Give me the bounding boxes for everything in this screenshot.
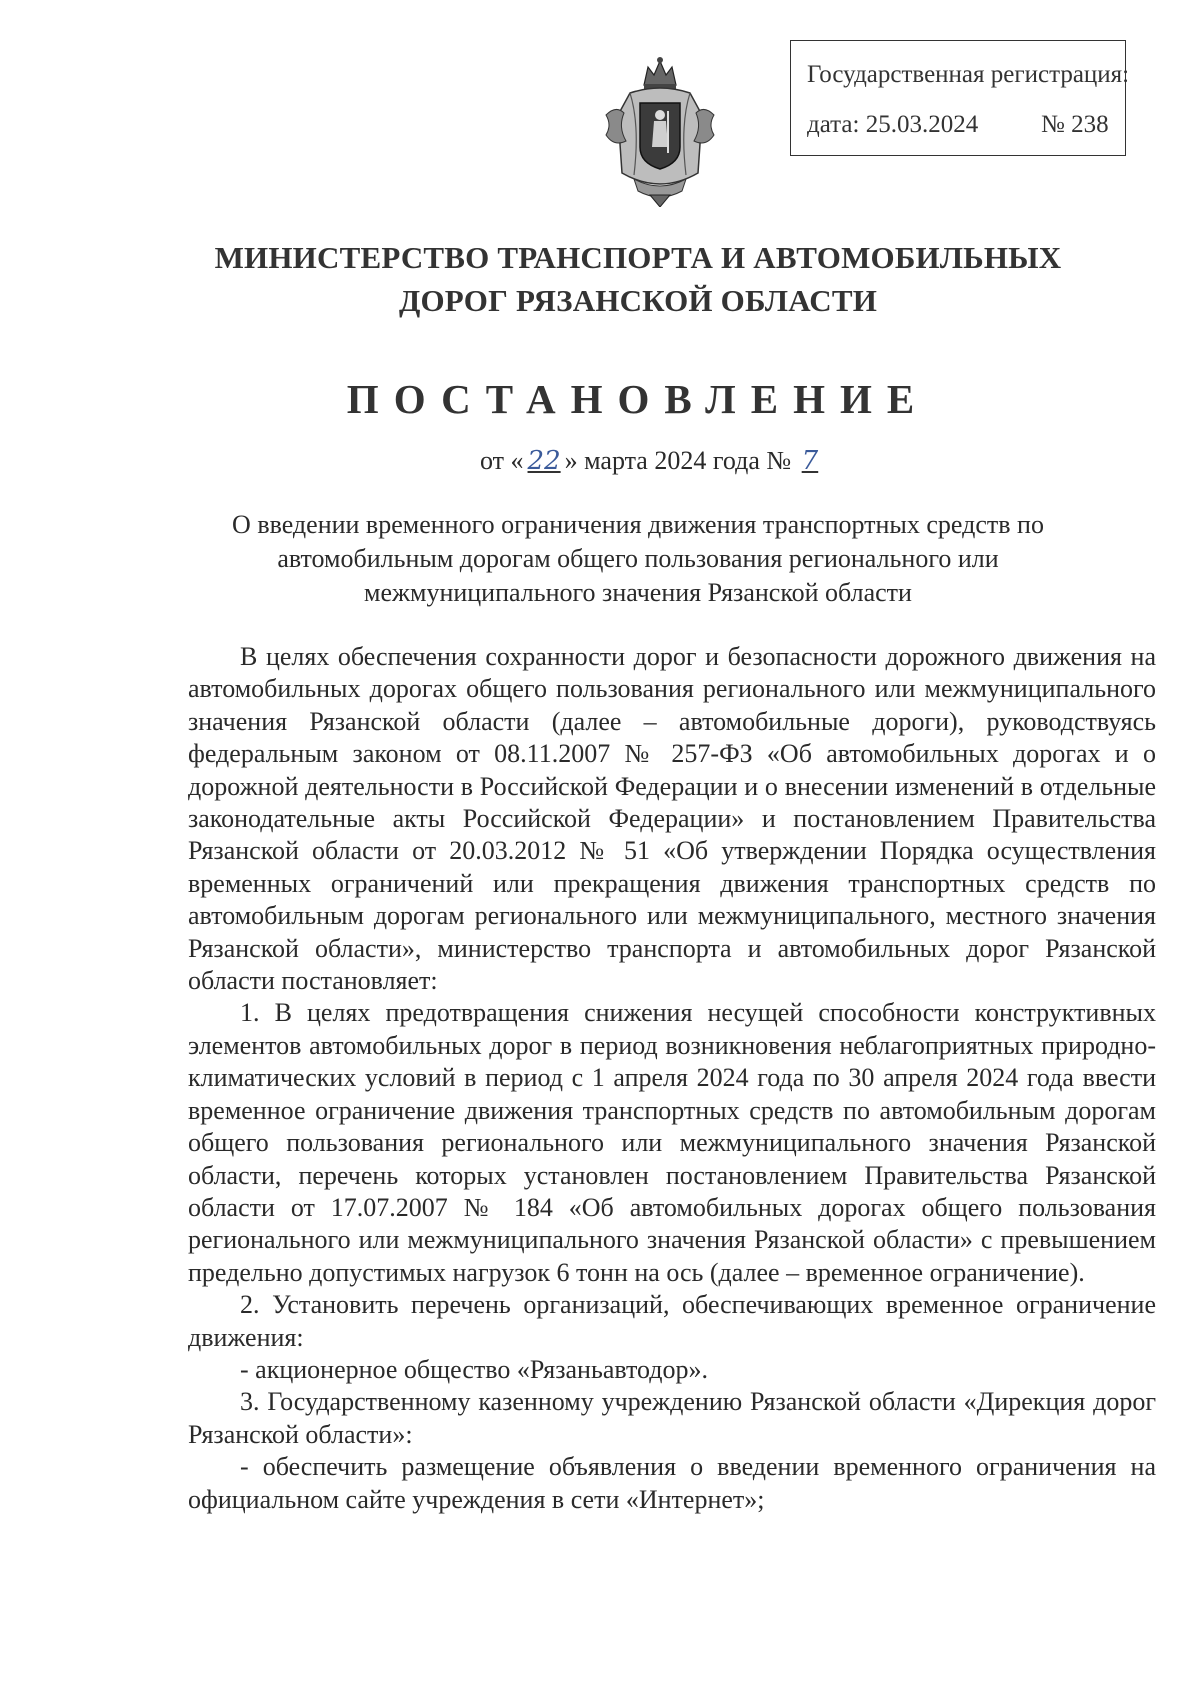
coat-of-arms-emblem [600, 55, 720, 207]
item-3-subitem: - обеспечить размещение объявления о введении временного ограничения на официальном сайте учреждения в сети «Интернет»; [188, 1452, 1156, 1514]
date-prefix: от « [480, 446, 524, 475]
document-body [188, 641, 1156, 1516]
subject-line1: О введении временного ограничения движения транспортных средств по [232, 510, 1044, 539]
subject-line2: автомобильным дорогам общего пользования регионального или [277, 544, 999, 573]
registration-date: дата: 25.03.2024 [807, 111, 979, 138]
document-number-handwritten: 7 [801, 446, 819, 476]
document-date-line [480, 446, 822, 476]
preamble-paragraph: В целях обеспечения сохранности дорог и безопасности дорожного движения на автомобильных дорогах общего пользования регионального или межмуниципального значения Рязанской области (далее – автомобильные дороги), руководствуясь федеральным законом от 08.11.2007 № 257-ФЗ «Об автомобильных дорогах и о дорожной деятельности в Российской Федерации и о внесении изменений в отдельные законодательные акты Российской Федерации» и постановлением Правительства Рязанской области от 20.03.2012 № 51 «Об утверждении Порядка осуществления временных ограничений или прекращения движения транспортных средств по автомобильным дорогам регионального или межмуниципального, местного значения Рязанской области», министерство транспорта и автомобильных дорог Рязанской области постановляет: [188, 642, 1156, 996]
registration-number: № 238 [1041, 111, 1109, 138]
document-title: ПОСТАНОВЛЕНИЕ [346, 376, 930, 422]
state-registration-box [790, 40, 1130, 156]
item-1-paragraph: 1. В целях предотвращения снижения несущей способности конструктивных элементов автомобильных дорог в период возникновения неблагоприятных природно-климатических условий в период с 1 апреля 2024 года по 30 апреля 2024 года ввести временное ограничение движения транспортных средств по автомобильным дорогам общего пользования регионального или межмуниципального значения Рязанской области, перечень которых установлен постановлением Правительства Рязанской области от 17.07.2007 № 184 «Об автомобильных дорогах общего пользования регионального или межмуниципального значения Рязанской области» с превышением предельно допустимых нагрузок 6 тонн на ось (далее – временное ограничение). [188, 998, 1156, 1287]
ministry-name-line2: ДОРОГ РЯЗАНСКОЙ ОБЛАСТИ [398, 283, 878, 318]
item-2-subitem: - акционерное общество «Рязаньавтодор». [240, 1354, 708, 1384]
date-day-handwritten: 22 [527, 446, 561, 476]
item-2-paragraph: 2. Установить перечень организаций, обеспечивающих временное ограничение движения: [188, 1290, 1156, 1352]
ministry-name-line1: МИНИСТЕРСТВО ТРАНСПОРТА И АВТОМОБИЛЬНЫХ [214, 240, 1062, 275]
subject-line3: межмуниципального значения Рязанской области [364, 578, 912, 607]
registration-title: Государственная регистрация: [807, 61, 1130, 88]
item-3-paragraph: 3. Государственному казенному учреждению Рязанской области «Дирекция дорог Рязанской области»: [188, 1387, 1156, 1449]
date-middle: » марта 2024 года № [564, 446, 792, 475]
